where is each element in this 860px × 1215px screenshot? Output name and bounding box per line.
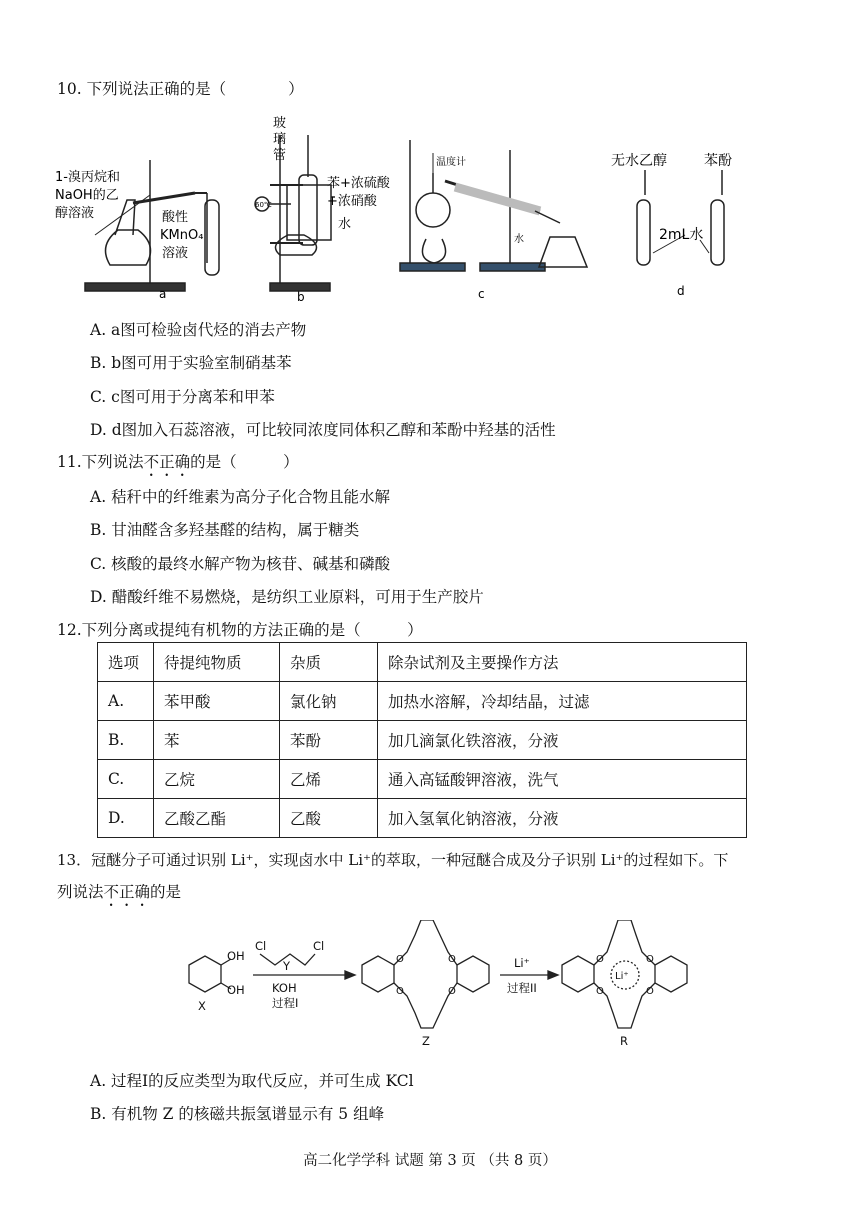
q11-option-d: D. 醋酸纤维不易燃烧，是纺织工业原料，可用于生产胶片 — [90, 588, 484, 606]
scheme-koh: KOH — [272, 981, 297, 995]
scheme-oh-1: OH — [227, 949, 245, 963]
q10-apparatus-figure — [55, 115, 765, 305]
q10-option-a: A. a图可检验卤代烃的消去产物 — [90, 321, 307, 339]
q10-option-d: D. d图加入石蕊溶液，可比较同浓度同体积乙醇和苯酚中羟基的活性 — [90, 421, 556, 439]
page-footer: 高二化学学科 试题 第 3 页 （共 8 页） — [303, 1153, 557, 1169]
figure-a-label-5: KMnO₄ — [160, 228, 204, 243]
q12-stem: 12.下列分离或提纯有机物的方法正确的是（ ） — [57, 621, 423, 639]
figure-b-label-2: 璃 — [273, 132, 287, 147]
table-header-cell: 待提纯物质 — [154, 643, 280, 682]
table-header-cell: 除杂试剂及主要操作方法 — [378, 643, 747, 682]
benzene-ring-r-left — [562, 956, 594, 992]
table-cell: 乙酸乙酯 — [154, 799, 280, 838]
figure-b-label-4: 苯+浓硫酸 — [327, 176, 390, 191]
figure-a-label-1: 1-溴丙烷和 — [55, 170, 120, 185]
figure-c — [400, 140, 587, 271]
q13-option-b: B. 有机物 Z 的核磁共振氢谱显示有 5 组峰 — [90, 1105, 385, 1123]
q13-stem-line-2 — [57, 880, 181, 910]
table-cell: 加热水溶解，冷却结晶，过滤 — [378, 682, 747, 721]
benzene-ring-z-right — [457, 956, 489, 992]
scheme-li-center: Li⁺ — [615, 971, 629, 982]
q12-table — [97, 642, 747, 838]
figure-d-caption: d — [677, 284, 685, 298]
table-cell: 乙烯 — [280, 760, 378, 799]
table-row — [98, 799, 747, 838]
table-row — [98, 721, 747, 760]
q13-option-a: A. 过程I的反应类型为取代反应，并可生成 KCl — [90, 1072, 414, 1090]
figure-d — [637, 170, 724, 265]
figure-c-caption: c — [478, 287, 485, 301]
table-cell: 氯化钠 — [280, 682, 378, 721]
q11-stem — [57, 450, 299, 480]
figure-d-label-3: 2mL水 — [659, 227, 704, 243]
table-cell: B. — [98, 721, 154, 760]
q10-option-c: C. c图可用于分离苯和甲苯 — [90, 388, 275, 406]
figure-c-label-2: 水 — [514, 234, 524, 245]
scheme-x-label: X — [198, 999, 206, 1013]
figure-b-label-5: +浓硝酸 — [327, 194, 377, 209]
figure-b-label-1: 玻 — [273, 116, 287, 131]
scheme-step-2: 过程II — [507, 981, 537, 995]
figure-b-label-6: 水 — [338, 217, 352, 232]
scheme-oxygen: O — [596, 954, 604, 965]
scheme-z-label: Z — [422, 1034, 430, 1048]
figure-b — [255, 135, 335, 291]
figure-b-caption: b — [297, 290, 305, 304]
table-row — [98, 760, 747, 799]
table-cell: 加入氢氧化钠溶液，分液 — [378, 799, 747, 838]
scheme-cl-2: Cl — [313, 939, 325, 953]
benzene-ring-z-left — [362, 956, 394, 992]
q10-option-b: B. b图可用于实验室制硝基苯 — [90, 354, 292, 372]
scheme-oxygen: O — [396, 954, 404, 965]
q11-stem-pre: 11.下列说法 — [57, 453, 144, 471]
figure-d-label-2: 苯酚 — [704, 153, 732, 169]
q13-stem-line-1: 13．冠醚分子可通过识别 Li⁺，实现卤水中 Li⁺的萃取，一种冠醚合成及分子识别 Li⁺的过程如下。下 — [57, 851, 729, 869]
table-header-row — [98, 643, 747, 682]
q11-stem-emphasis: 不正确 — [143, 453, 191, 471]
table-cell: 通入高锰酸钾溶液，洗气 — [378, 760, 747, 799]
table-cell: 乙酸 — [280, 799, 378, 838]
scheme-cl-1: Cl — [255, 939, 267, 953]
figure-d-label-1: 无水乙醇 — [611, 153, 667, 169]
scheme-li-reagent: Li⁺ — [514, 956, 530, 970]
table-cell: 苯甲酸 — [154, 682, 280, 721]
scheme-oxygen: O — [448, 954, 456, 965]
q11-option-c: C. 核酸的最终水解产物为核苷、碱基和磷酸 — [90, 555, 391, 573]
table-cell: C. — [98, 760, 154, 799]
q11-option-a: A. 秸秆中的纤维素为高分子化合物且能水解 — [90, 488, 391, 506]
table-cell: 苯酚 — [280, 721, 378, 760]
table-cell: 苯 — [154, 721, 280, 760]
benzene-ring-r-right — [655, 956, 687, 992]
scheme-oxygen: O — [646, 954, 654, 965]
table-header-cell: 选项 — [98, 643, 154, 682]
benzene-ring-x — [189, 956, 221, 992]
table-header-cell: 杂质 — [280, 643, 378, 682]
table-cell: D. — [98, 799, 154, 838]
figure-c-label-1: 温度计 — [436, 157, 466, 168]
figure-b-label-3: 管 — [273, 148, 287, 163]
figure-a-label-3: 醇溶液 — [55, 206, 95, 221]
figure-a-caption: a — [159, 287, 167, 301]
q11-option-b: B. 甘油醛含多羟基醛的结构，属于糖类 — [90, 521, 360, 539]
q13-reaction-scheme — [165, 920, 695, 1055]
figure-b-thermometer: 60℃ — [255, 201, 272, 209]
scheme-oh-2: OH — [227, 983, 245, 997]
figure-a-label-4: 酸性 — [162, 210, 189, 225]
q13-stem-emphasis: 不正确 — [103, 883, 151, 901]
q11-stem-post: 的是（ ） — [190, 453, 299, 471]
scheme-r-label: R — [620, 1034, 628, 1048]
scheme-oxygen: O — [448, 986, 456, 997]
q13-stem-post: 的是 — [150, 883, 182, 901]
q13-stem-pre: 列说法 — [57, 883, 104, 901]
scheme-oxygen: O — [596, 986, 604, 997]
scheme-step-1: 过程I — [272, 996, 299, 1010]
table-row — [98, 682, 747, 721]
scheme-oxygen: O — [646, 986, 654, 997]
q10-stem: 10. 下列说法正确的是（ ） — [57, 80, 304, 98]
table-cell: A. — [98, 682, 154, 721]
figure-a-label-2: NaOH的乙 — [55, 188, 119, 203]
table-cell: 乙烷 — [154, 760, 280, 799]
table-cell: 加几滴氯化铁溶液，分液 — [378, 721, 747, 760]
figure-a-label-6: 溶液 — [162, 246, 189, 261]
scheme-oxygen: O — [396, 986, 404, 997]
scheme-y-label: Y — [283, 959, 291, 973]
